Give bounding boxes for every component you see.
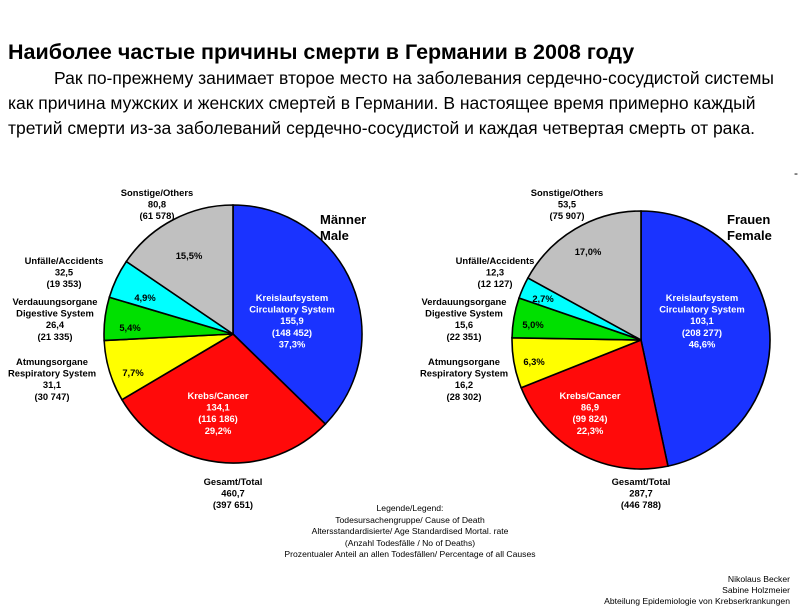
slice-label-respiratory-line: 16,2 (454, 379, 474, 391)
slice-label-cancer-line: Krebs/Cancer (559, 390, 621, 401)
slice-label-accidents-line: Unfälle/Accidents (24, 255, 104, 266)
pie-chart-female (420, 187, 772, 510)
slice-label-respiratory-line: Atmungsorgane (428, 356, 500, 367)
slice-label-accidents (456, 255, 535, 289)
slice-label-respiratory (420, 356, 508, 402)
slice-label-circulatory-line: (148 452) (271, 326, 313, 338)
slice-label-accidents-line: (12 127) (477, 278, 513, 290)
slice-pct-others (176, 250, 203, 261)
pie-chart-male (8, 187, 366, 510)
slice-pct-digestive (119, 322, 141, 333)
slice-label-circulatory-line: Circulatory System (659, 303, 745, 315)
slice-label-cancer-line: 29,2% (204, 424, 232, 436)
slice-label-circulatory-line: 46,6% (688, 338, 716, 350)
slice-label-accidents-line: 12,3 (485, 266, 505, 278)
legend-line: Todesursachengruppe/ Cause of Death (335, 514, 485, 525)
slice-label-digestive-line: (21 335) (37, 330, 73, 342)
chart-total-line: (446 788) (620, 499, 662, 511)
chart-title-line: Männer (320, 212, 367, 227)
slice-label-circulatory-line: Circulatory System (249, 303, 335, 315)
slice-label-cancer-line: 134,1 (206, 401, 230, 413)
legend-line: Altersstandardisierte/ Age Standardised Mortal. rate (311, 526, 509, 537)
slice-label-cancer-line: 22,3% (576, 424, 604, 436)
credit-line: Nikolaus Becker (727, 574, 790, 584)
legend-line: Legende/Legend: (376, 503, 444, 513)
legend-line: (Anzahl Todesfälle / No of Deaths) (344, 537, 476, 548)
chart-title (727, 212, 772, 243)
slice-label-digestive-line: Verdauungsorgane (421, 296, 507, 307)
slice-label-accidents-line: Unfälle/Accidents (455, 255, 535, 266)
chart-title (320, 212, 366, 243)
slice-label-digestive (13, 296, 98, 342)
slice-label-circulatory-line: 37,3% (278, 338, 306, 350)
slice-label-digestive (422, 296, 507, 342)
slice-label-accidents (25, 255, 104, 289)
slice-label-respiratory-line: Respiratory System (7, 367, 97, 379)
slice-pct-others-line: 17,0% (574, 246, 602, 257)
slice-pct-respiratory (523, 356, 545, 367)
chart-total-line: 460,7 (221, 487, 245, 499)
slice-label-digestive-line: (22 351) (446, 330, 482, 342)
chart-total (204, 476, 263, 510)
slice-label-others-line: Sonstige/Others (120, 187, 194, 198)
slice-label-others-line: (61 578) (139, 210, 175, 222)
slice-label-circulatory-line: (208 277) (681, 326, 723, 338)
credits (604, 574, 790, 607)
slice-label-circulatory-line: Kreislaufsystem (665, 292, 739, 303)
slice-label-respiratory-line: 31,1 (42, 379, 62, 391)
chart-total-line: Gesamt/Total (611, 476, 671, 487)
slice-pct-accidents-line: 4,9% (134, 292, 156, 303)
slice-pct-digestive (522, 319, 544, 330)
chart-total-line: 287,7 (629, 487, 653, 499)
slice-label-digestive-line: Digestive System (425, 307, 503, 319)
slice-label-respiratory (8, 356, 96, 402)
slice-label-others (531, 187, 603, 221)
slice-pct-respiratory-line: 6,3% (523, 356, 545, 367)
edge-mark: - (794, 166, 798, 180)
slice-label-respiratory-line: (28 302) (446, 390, 482, 402)
header (8, 38, 796, 141)
slice-label-respiratory-line: (30 747) (34, 390, 70, 402)
legend (260, 503, 560, 561)
chart-title-line: Male (320, 228, 349, 243)
slice-pct-respiratory (122, 367, 144, 378)
slice-label-cancer-line: (99 824) (572, 413, 608, 425)
slice-label-circulatory-line: Kreislaufsystem (255, 292, 329, 303)
slice-label-digestive-line: Verdauungsorgane (12, 296, 98, 307)
slice-label-others-line: 80,8 (147, 198, 167, 210)
credit-line: Sabine Holzmeier (722, 585, 790, 595)
slice-label-others-line: 53,5 (557, 198, 577, 210)
slice-label-others-line: Sonstige/Others (530, 187, 604, 198)
credit-line: Abteilung Epidemiologie von Krebserkrankungen (604, 596, 790, 606)
slice-pct-digestive-line: 5,0% (522, 319, 544, 330)
chart-total-line: (397 651) (212, 499, 254, 511)
chart-title-line: Frauen (727, 212, 771, 227)
slice-pct-accidents (134, 292, 156, 303)
slice-label-digestive-line: 15,6 (454, 319, 474, 331)
slice-label-cancer-line: (116 186) (198, 413, 238, 425)
slice-label-respiratory-line: Atmungsorgane (16, 356, 88, 367)
slice-label-accidents-line: 32,5 (54, 266, 74, 278)
chart-total (612, 476, 671, 510)
slice-label-others-line: (75 907) (549, 210, 585, 222)
slice-pct-others-line: 15,5% (175, 250, 203, 261)
slice-label-accidents-line: (19 353) (46, 278, 82, 290)
chart-total-line: Gesamt/Total (203, 476, 263, 487)
page-subtitle: Рак по-прежнему занимает второе место на заболевания сердечно-сосудистой системы как причина мужских и женских смертей в Германии. В настоящее время примерно каждый третий смерти из-за заболеваний сердечно-сосудистой и каждая четвертая смерть от рака. (8, 68, 774, 138)
slice-label-digestive-line: 26,4 (45, 319, 65, 331)
slice-label-cancer-line: Krebs/Cancer (187, 390, 249, 401)
slice-pct-respiratory-line: 7,7% (122, 367, 144, 378)
slice-pct-digestive-line: 5,4% (119, 322, 141, 333)
slice-pct-accidents-line: 2,7% (532, 293, 554, 304)
chart-title-line: Female (727, 228, 772, 243)
slice-label-cancer-line: 86,9 (580, 401, 600, 413)
legend-line: Prozentualer Anteil an allen Todesfällen/ Percentage of all Causes (284, 549, 536, 560)
slice-pct-accidents (532, 293, 554, 304)
slice-label-circulatory-line: 155,9 (280, 315, 304, 327)
slice-label-circulatory-line: 103,1 (690, 315, 714, 327)
page-title: Наиболее частые причины смерти в Германии в 2008 году (8, 40, 635, 64)
slice-pct-others (575, 246, 602, 257)
slice-label-respiratory-line: Respiratory System (419, 367, 509, 379)
slice-label-digestive-line: Digestive System (16, 307, 94, 319)
